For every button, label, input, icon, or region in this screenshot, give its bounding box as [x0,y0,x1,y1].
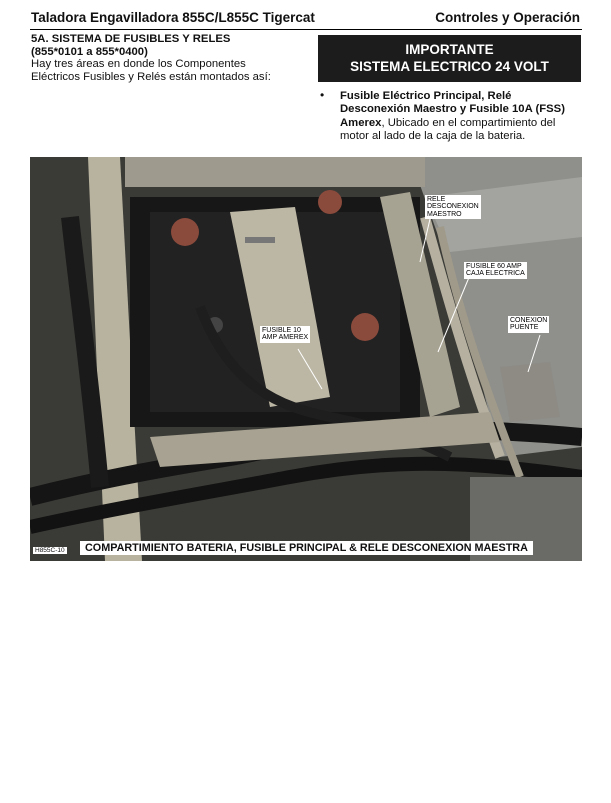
label-rele-line-2: DESCONEXION [427,203,479,211]
label-fusible-10-line-2: AMP AMEREX [262,334,309,342]
important-title: IMPORTANTE [405,42,494,57]
bullet-bold-line-2: Desconexión Maestro y Fusible 10A (FSS) [340,103,565,116]
label-fusible-60 [464,262,527,279]
header-rule [30,29,582,30]
label-conexion-line-1: CONEXION [510,317,548,324]
important-box [318,35,581,82]
bullet-line-3 [340,117,580,130]
figure-caption: COMPARTIMIENTO BATERIA, FUSIBLE PRINCIPAL & RELE DESCONEXION MAESTRA [80,541,533,555]
section-text-line-1: Hay tres áreas en donde los Componentes [31,58,246,71]
label-fusible-10-line-1: FUSIBLE 10 [262,327,301,334]
photo-illustration [30,157,582,561]
section-heading: 5A. SISTEMA DE FUSIBLES Y RELES [31,33,231,45]
bullet-bold-line-1: Fusible Eléctrico Principal, Relé [340,90,512,102]
bullet-marker: • [320,88,325,102]
section-intro [31,33,306,83]
bullet-rest-line-3: , Ubicado en el compartimiento del [381,116,556,129]
important-subtitle: SISTEMA ELECTRICO 24 VOLT [350,59,549,74]
label-fusible-10 [260,326,310,343]
figure-id: H855C-10 [35,547,65,554]
page-header-section: Controles y Operación [435,10,580,25]
label-rele-line-1: RELE [427,196,446,203]
bullet-bold-line-3: Amerex [340,116,382,129]
page-header-title: Taladora Engavilladora 855C/L855C Tigercat [31,10,315,25]
battery-compartment-photo [30,157,582,561]
section-text-line-2: Eléctricos Fusibles y Relés están montados así: [31,70,271,83]
section-serials: (855*0101 a 855*0400) [31,45,148,58]
bullet-text [340,90,580,144]
bullet-line-4: motor al lado de la caja de la bateria. [340,130,526,143]
label-conexion-line-2: PUENTE [510,324,539,332]
label-fusible-60-line-1: FUSIBLE 60 AMP [466,263,522,270]
label-fusible-60-line-2: CAJA ELECTRICA [466,270,525,278]
label-rele-desconexion [425,195,481,219]
label-rele-line-3: MAESTRO [427,210,462,218]
label-conexion-puente [508,316,549,333]
